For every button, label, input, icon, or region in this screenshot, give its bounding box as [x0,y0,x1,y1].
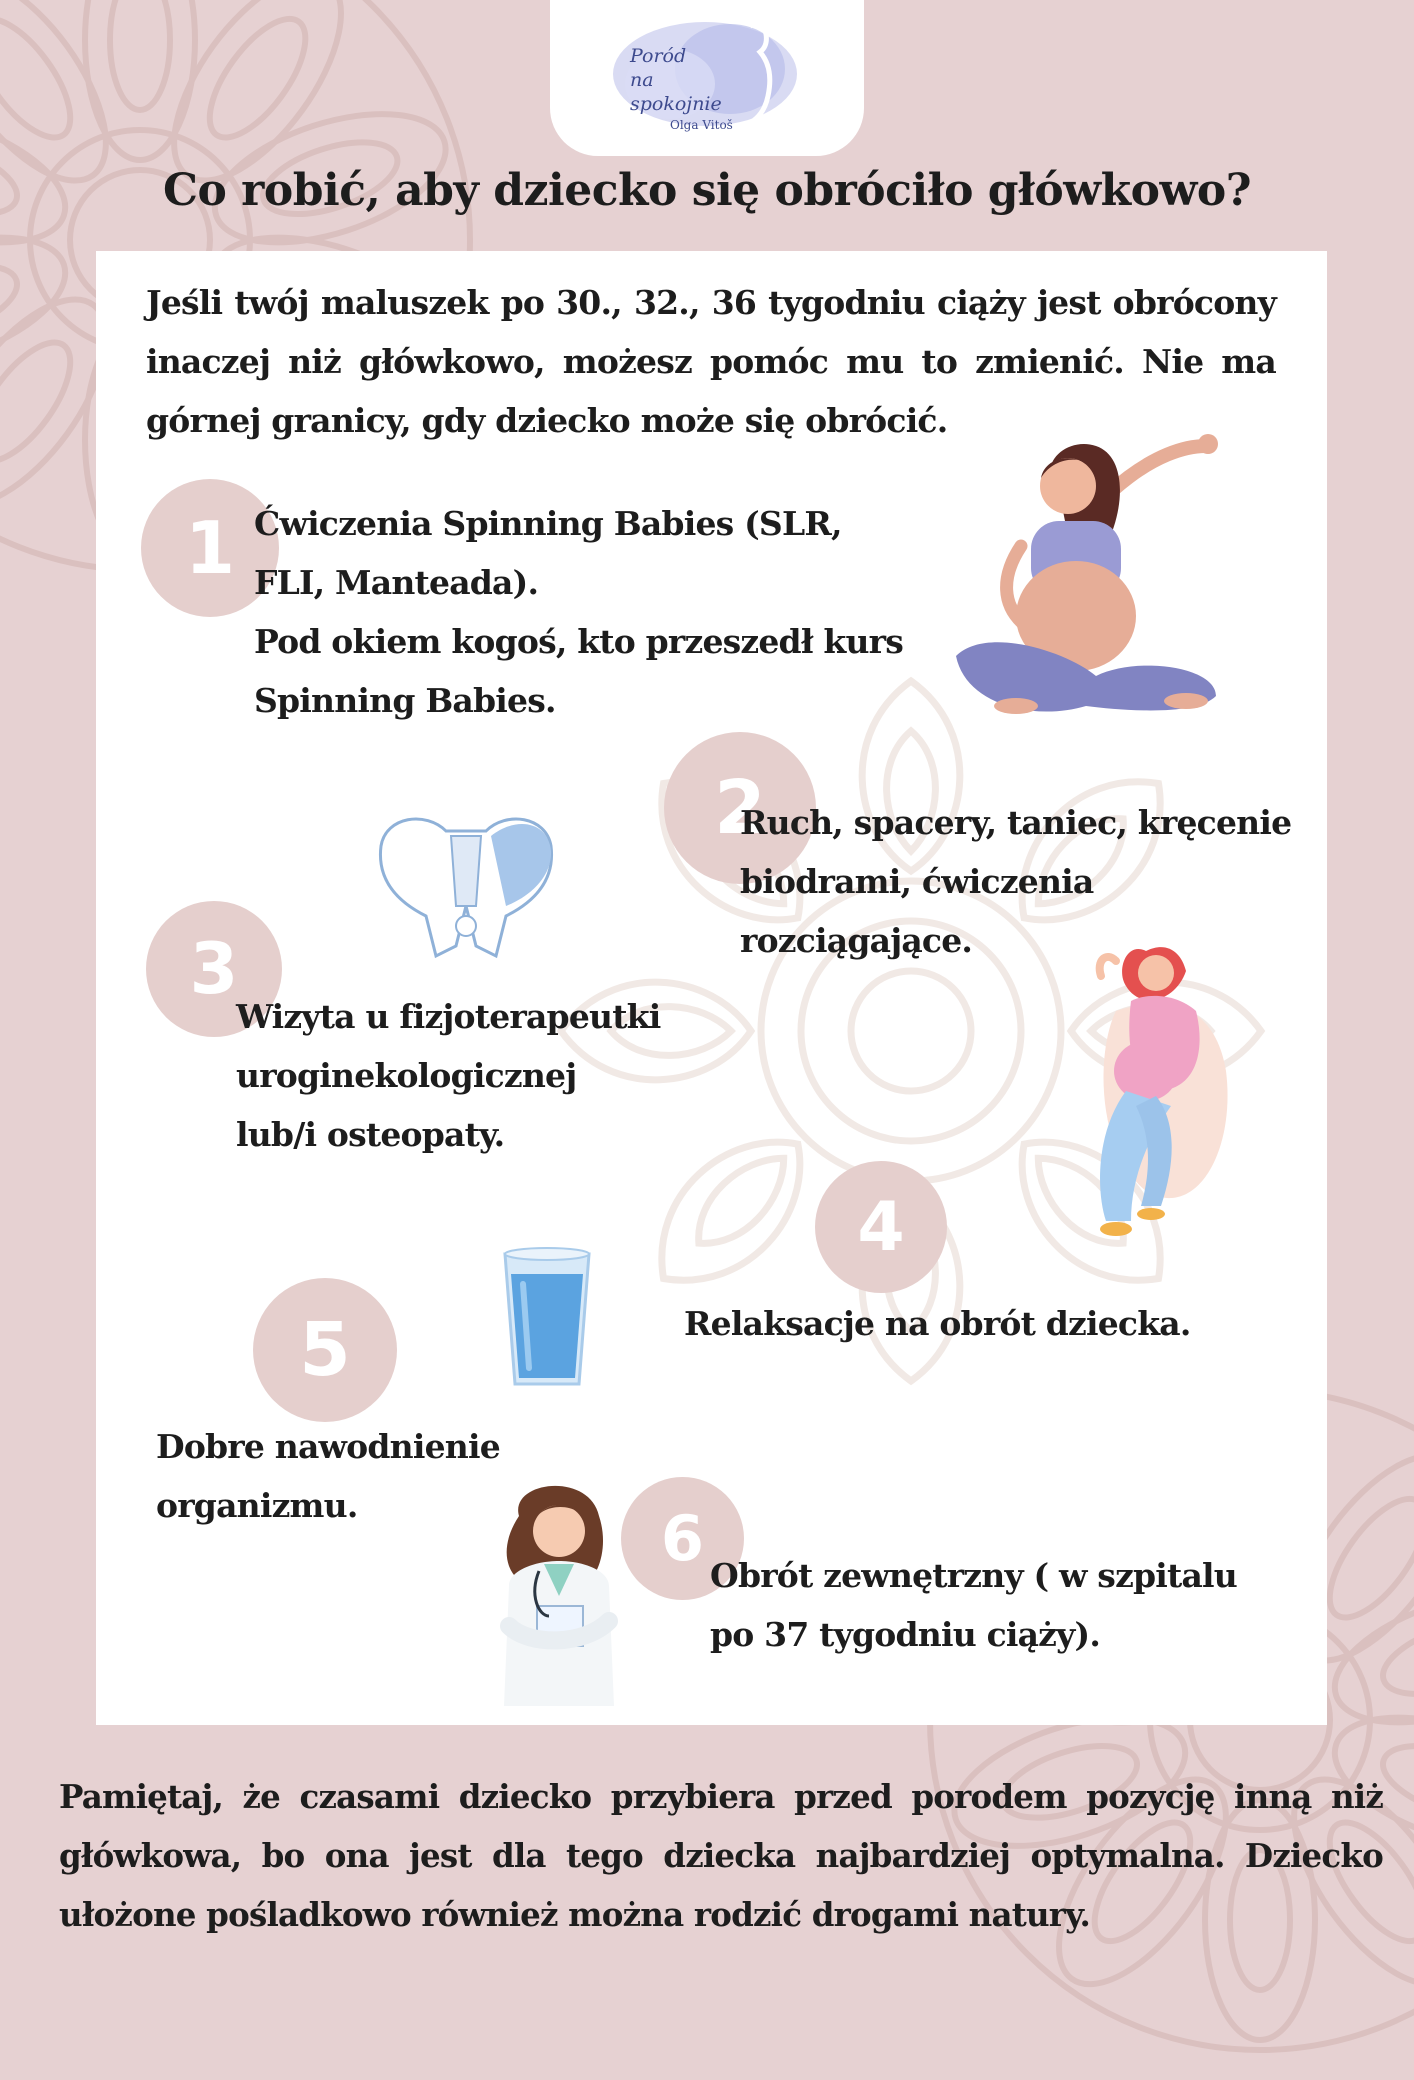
pelvis-icon [366,806,566,966]
logo-title [630,44,722,116]
step-2-line-3: rozciągające. [740,921,973,960]
step-1-line-1: Ćwiczenia Spinning Babies (SLR, [254,504,842,543]
step-5-line-1: Dobre nawodnienie [156,1427,500,1466]
water-glass-icon [501,1246,593,1391]
pregnant-woman-pillow-icon [1086,931,1236,1251]
yoga-pregnant-woman-icon [946,426,1226,726]
step-1-line-3: Pod okiem kogoś, kto przeszedł kurs [254,622,904,661]
step-6-line-2: po 37 tygodniu ciąży). [710,1615,1101,1654]
step-number-2: 2 [664,732,816,884]
step-5-text [156,1417,500,1535]
logo-line-2: na [630,69,654,91]
step-1-line-2: FLI, Manteada). [254,563,539,602]
step-6-text [710,1546,1237,1664]
step-4-text [684,1294,1191,1353]
step-6-line-1: Obrót zewnętrzny ( w szpitalu [710,1556,1237,1595]
step-4-line-1: Relaksacje na obrót dziecka. [684,1304,1191,1343]
step-number-5: 5 [253,1278,397,1422]
step-1-text [254,494,903,730]
content-card [96,251,1327,1725]
intro-paragraph: Jeśli twój maluszek po 30., 32., 36 tygodniu ciąży jest obrócony inaczej niż główkowo, możesz pomóc mu to zmienić. Nie ma górnej granicy, gdy dziecko może się obrócić. [146,283,1276,440]
logo-line-1: Poród [630,45,687,67]
page-title: Co robić, aby dziecko się obróciło główkowo? [163,165,1251,216]
logo-line-3: spokojnie [630,93,722,115]
step-number-4: 4 [815,1161,947,1293]
logo-author: Olga Vitoš [670,118,733,132]
logo [550,0,864,156]
step-2-line-1: Ruch, spacery, taniec, kręcenie [740,803,1292,842]
step-3-line-3: lub/i osteopaty. [236,1115,505,1154]
step-number-6: 6 [621,1477,744,1600]
step-3-text [236,987,660,1164]
step-5-line-2: organizmu. [156,1486,358,1525]
step-number-3: 3 [146,901,282,1037]
footer-note: Pamiętaj, że czasami dziecko przybiera przed porodem pozycję inną niż główkowa, bo ona jest dla tego dziecka najbardziej optymalna. Dziecko ułożone pośladkowo również można rodzić drogami natury. [59,1777,1383,1934]
doctor-icon [489,1476,629,1706]
step-3-line-2: uroginekologicznej [236,1056,577,1095]
step-number-1: 1 [141,479,279,617]
step-1-line-4: Spinning Babies. [254,681,556,720]
step-3-line-1: Wizyta u fizjoterapeutki [236,997,661,1036]
step-2-line-2: biodrami, ćwiczenia [740,862,1094,901]
